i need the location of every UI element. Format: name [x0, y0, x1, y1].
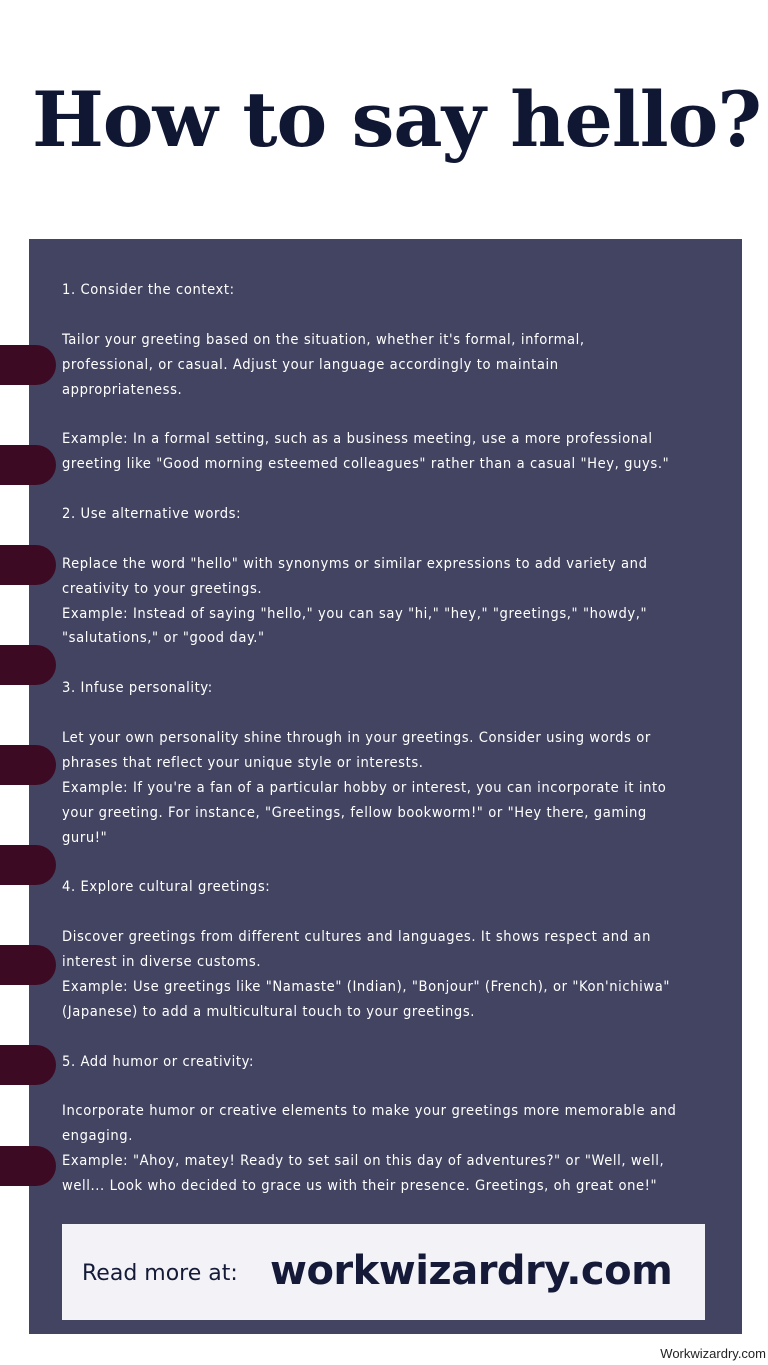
binder-tab	[0, 445, 56, 485]
section-heading: 2. Use alternative words:	[62, 505, 242, 523]
page-title: How to say hello?	[32, 75, 761, 164]
text-line: (Japanese) to add a multicultural touch to your greetings.	[62, 1002, 476, 1020]
text-line: Example: Instead of saying "hello," you can say "hi," "hey," "greetings," "howdy,"	[62, 604, 648, 622]
read-more-link[interactable]: workwizardry.com	[270, 1248, 673, 1294]
text-line: creativity to your greetings.	[62, 579, 263, 597]
blank-line	[62, 900, 712, 925]
text-line: Discover greetings from different cultures and languages. It shows respect and an	[62, 928, 651, 946]
text-line: Example: If you're a fan of a particular hobby or interest, you can incorporate it into	[62, 778, 667, 796]
text-line: engaging.	[62, 1127, 134, 1145]
binder-tab	[0, 1045, 56, 1085]
text-line: "salutations," or "good day."	[62, 629, 265, 647]
text-line: guru!"	[62, 828, 108, 846]
blank-line	[62, 1075, 712, 1100]
text-line: Example: In a formal setting, such as a business meeting, use a more professional	[62, 430, 653, 448]
text-line: phrases that reflect your unique style or interests.	[62, 753, 424, 771]
section-heading: 3. Infuse personality:	[62, 679, 213, 697]
section-heading: 5. Add humor or creativity:	[62, 1052, 254, 1070]
blank-line	[62, 477, 712, 502]
binder-tab	[0, 1146, 56, 1186]
watermark: Workwizardry.com	[660, 1346, 766, 1361]
text-line: Incorporate humor or creative elements to make your greetings more memorable and	[62, 1102, 677, 1120]
read-more-label: Read more at:	[82, 1261, 238, 1286]
section-heading: 4. Explore cultural greetings:	[62, 878, 271, 896]
binder-tab	[0, 745, 56, 785]
text-line: interest in diverse customs.	[62, 953, 262, 971]
card-body-text	[62, 278, 712, 1199]
blank-line	[62, 850, 712, 875]
binder-tab	[0, 845, 56, 885]
text-line: Tailor your greeting based on the situation, whether it's formal, informal,	[62, 330, 585, 348]
section-heading: 1. Consider the context:	[62, 281, 235, 298]
binder-tab	[0, 945, 56, 985]
blank-line	[62, 651, 712, 676]
binder-tab	[0, 545, 56, 585]
text-line: Replace the word "hello" with synonyms or similar expressions to add variety and	[62, 554, 648, 572]
text-line: greeting like "Good morning esteemed colleagues" rather than a casual "Hey, guys."	[62, 455, 670, 473]
binder-tab	[0, 645, 56, 685]
blank-line	[62, 1025, 712, 1050]
blank-line	[62, 527, 712, 552]
blank-line	[62, 402, 712, 427]
binder-tab	[0, 345, 56, 385]
text-line: Example: Use greetings like "Namaste" (Indian), "Bonjour" (French), or "Kon'nichiwa"	[62, 977, 671, 995]
text-line: your greeting. For instance, "Greetings, fellow bookworm!" or "Hey there, gaming	[62, 803, 647, 821]
blank-line	[62, 701, 712, 726]
text-line: appropriateness.	[62, 380, 183, 398]
text-line: Example: "Ahoy, matey! Ready to set sail on this day of adventures?" or "Well, well,	[62, 1152, 665, 1170]
text-line: Let your own personality shine through in your greetings. Consider using words or	[62, 729, 651, 747]
read-more-banner[interactable]	[62, 1224, 705, 1320]
text-line: professional, or casual. Adjust your language accordingly to maintain	[62, 355, 559, 373]
blank-line	[62, 303, 712, 328]
text-line: well... Look who decided to grace us with their presence. Greetings, oh great one!"	[62, 1177, 658, 1195]
